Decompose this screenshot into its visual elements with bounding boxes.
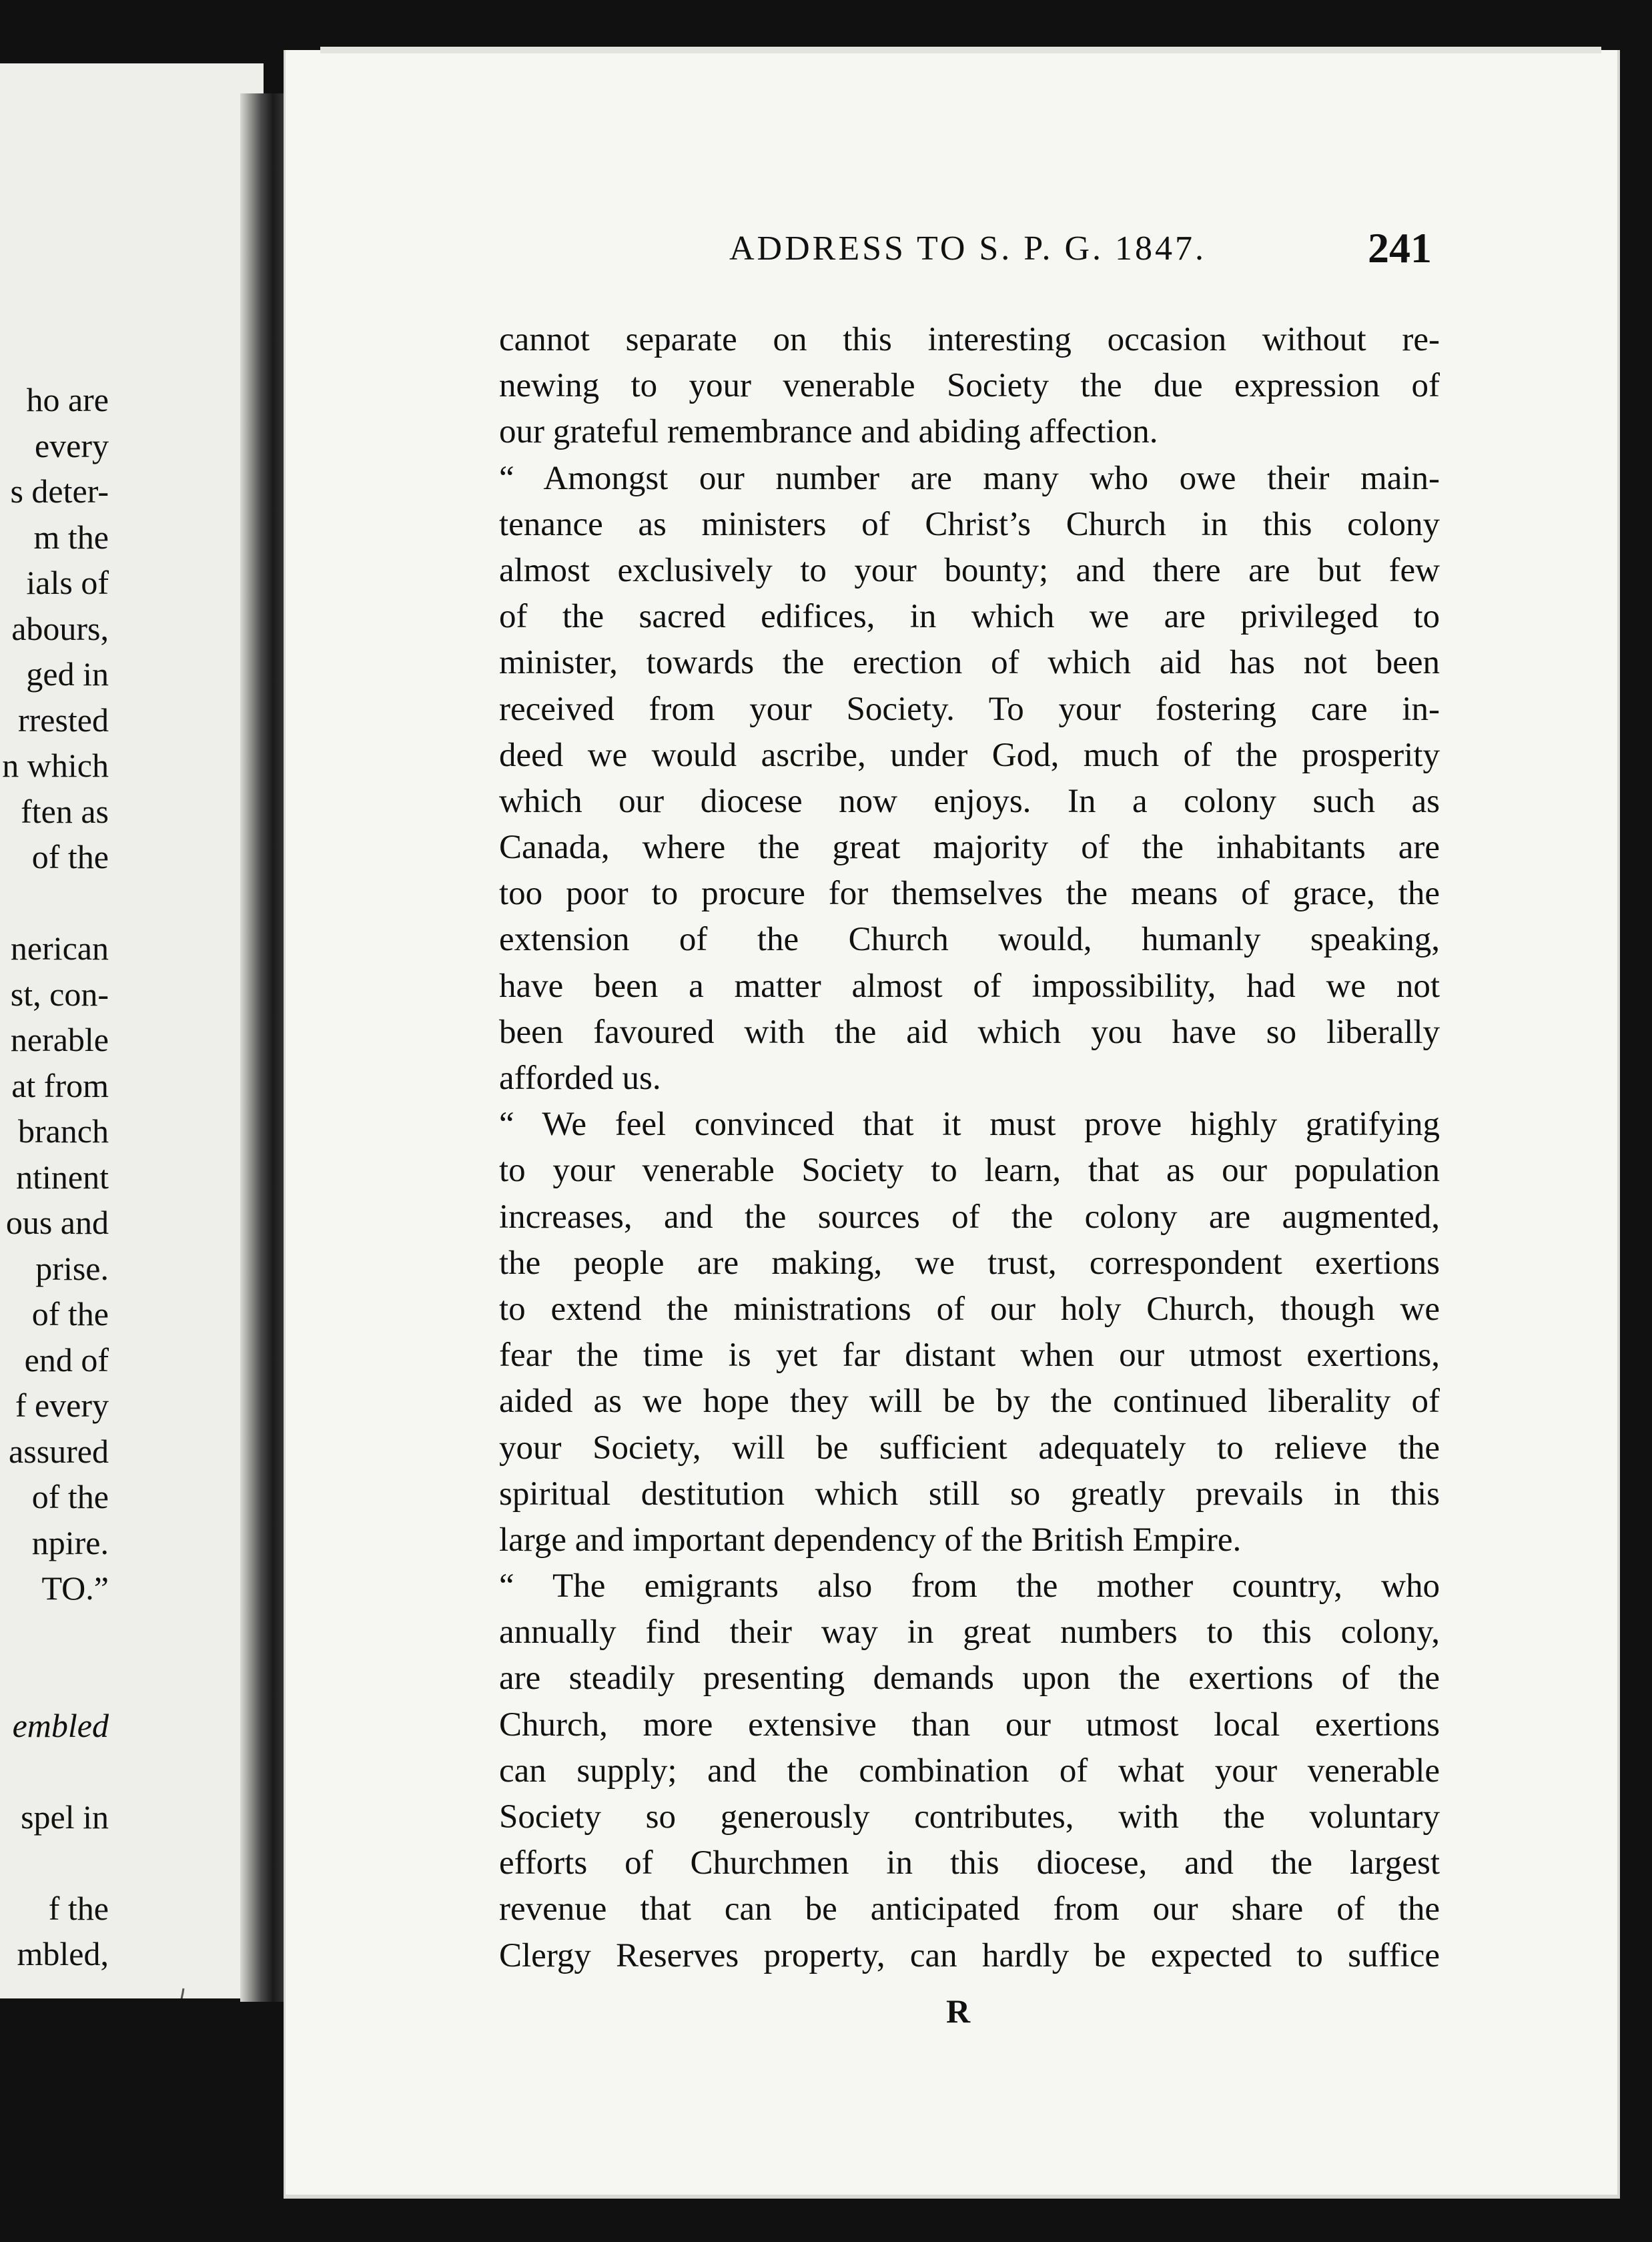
text-line: “ We feel convinced that it must prove highly gratifying bbox=[499, 1106, 1440, 1144]
text-line: minister, towards the erection of which aid has not been bbox=[499, 644, 1440, 682]
text-line: too poor to procure for themselves the means of grace, the bbox=[499, 875, 1440, 913]
text-line: tenance as ministers of Christ’s Church in this colony bbox=[499, 505, 1440, 543]
page-number: 241 bbox=[1368, 224, 1432, 272]
text-line: afforded us. bbox=[499, 1060, 661, 1097]
facing-page-line: f the bbox=[48, 1889, 109, 1927]
text-line: are steadily presenting demands upon the exertions of the bbox=[499, 1659, 1440, 1698]
facing-page-line: of the bbox=[31, 838, 109, 875]
facing-page-text bbox=[0, 377, 109, 1977]
text-line: extension of the Church would, humanly speaking, bbox=[499, 921, 1440, 959]
body-text bbox=[499, 317, 1440, 1979]
facing-page-line: at from bbox=[11, 1066, 109, 1104]
text-line: our grateful remembrance and abiding affection. bbox=[499, 413, 1158, 451]
facing-page-line: mbled, bbox=[17, 1935, 109, 1972]
facing-page-line: f every bbox=[15, 1387, 109, 1424]
text-line: almost exclusively to your bounty; and there are but few bbox=[499, 551, 1440, 589]
facing-page-line: s deter- bbox=[10, 472, 109, 510]
facing-page-line: ous and bbox=[5, 1204, 109, 1241]
facing-page-line: of the bbox=[31, 1478, 109, 1515]
facing-page bbox=[0, 63, 264, 1998]
text-line: newing to your venerable Society the due expression of bbox=[499, 367, 1440, 405]
text-line: Church, more extensive than our utmost local exertions bbox=[499, 1706, 1440, 1744]
running-head: ADDRESS TO S. P. G. 1847. bbox=[729, 230, 1207, 268]
text-line: deed we would ascribe, under God, much of the prosperity bbox=[499, 736, 1440, 774]
facing-page-line: ntinent bbox=[16, 1158, 109, 1196]
facing-page-line: nerable bbox=[10, 1021, 109, 1058]
pencil-mark bbox=[143, 1985, 203, 1998]
facing-page-line: of the bbox=[31, 1295, 109, 1333]
text-line: to your venerable Society to learn, that as our population bbox=[499, 1152, 1440, 1190]
text-line: Society so generously contributes, with the voluntary bbox=[499, 1798, 1440, 1836]
facing-page-line: prise. bbox=[35, 1249, 109, 1287]
facing-page-line: embled bbox=[12, 1706, 109, 1744]
text-line: been favoured with the aid which you have so liberally bbox=[499, 1013, 1440, 1051]
text-line: efforts of Churchmen in this diocese, and the largest bbox=[499, 1844, 1440, 1882]
text-line: Clergy Reserves property, can hardly be expected to suffice bbox=[499, 1936, 1440, 1974]
text-line: received from your Society. To your fostering care in- bbox=[499, 690, 1440, 728]
facing-page-line bbox=[0, 1657, 109, 1703]
text-line: annually find their way in great numbers to this colony, bbox=[499, 1613, 1440, 1651]
facing-page-line: ho are bbox=[26, 381, 109, 418]
text-line: fear the time is yet far distant when our utmost exertions, bbox=[499, 1337, 1440, 1375]
text-line: the people are making, we trust, correspondent exertions bbox=[499, 1244, 1440, 1282]
text-line: Canada, where the great majority of the inhabitants are bbox=[499, 829, 1440, 867]
facing-page-line: ged in bbox=[26, 655, 109, 693]
facing-page-line: rrested bbox=[17, 701, 109, 739]
facing-page-line: n which bbox=[2, 747, 109, 784]
facing-page-line: nerican bbox=[10, 929, 109, 967]
book-gutter bbox=[240, 93, 287, 2002]
facing-page-line: m the bbox=[33, 518, 109, 556]
text-line: aided as we hope they will be by the continued liberality of bbox=[499, 1383, 1440, 1421]
facing-page-line bbox=[0, 1840, 109, 1886]
signature-mark: R bbox=[946, 1992, 971, 2030]
text-line: to extend the ministrations of our holy Church, though we bbox=[499, 1290, 1440, 1328]
facing-page-line: spel in bbox=[21, 1798, 109, 1836]
facing-page-line: abours, bbox=[11, 609, 109, 647]
text-line: “ Amongst our number are many who owe their main- bbox=[499, 459, 1440, 497]
text-line: “ The emigrants also from the mother country, who bbox=[499, 1567, 1440, 1605]
facing-page-line: npire. bbox=[31, 1523, 109, 1561]
text-line: cannot separate on this interesting occasion without re- bbox=[499, 321, 1440, 358]
facing-page-line: st, con- bbox=[10, 975, 109, 1013]
facing-page-line: ials of bbox=[26, 564, 109, 601]
text-line: which our diocese now enjoys. In a colony such as bbox=[499, 782, 1440, 820]
facing-page-line: end of bbox=[24, 1341, 109, 1379]
facing-page-line: branch bbox=[17, 1112, 109, 1150]
text-line: of the sacred edifices, in which we are privileged to bbox=[499, 598, 1440, 636]
text-line: revenue that can be anticipated from our share of the bbox=[499, 1890, 1440, 1928]
facing-page-line: assured bbox=[9, 1432, 109, 1470]
text-line: have been a matter almost of impossibility, had we not bbox=[499, 967, 1440, 1005]
facing-page-line bbox=[0, 1748, 109, 1794]
facing-page-line bbox=[0, 880, 109, 926]
facing-page-line: ften as bbox=[21, 792, 109, 830]
text-line: spiritual destitution which still so greatly prevails in this bbox=[499, 1475, 1440, 1513]
page-edge bbox=[320, 47, 1601, 53]
facing-page-line: TO.” bbox=[41, 1569, 109, 1607]
facing-page-line bbox=[0, 1611, 109, 1657]
text-line: large and important dependency of the British Empire. bbox=[499, 1521, 1242, 1559]
text-line: can supply; and the combination of what your venerable bbox=[499, 1752, 1440, 1790]
text-line: increases, and the sources of the colony are augmented, bbox=[499, 1198, 1440, 1236]
text-line: your Society, will be sufficient adequately to relieve the bbox=[499, 1429, 1440, 1467]
facing-page-line: every bbox=[34, 426, 109, 464]
